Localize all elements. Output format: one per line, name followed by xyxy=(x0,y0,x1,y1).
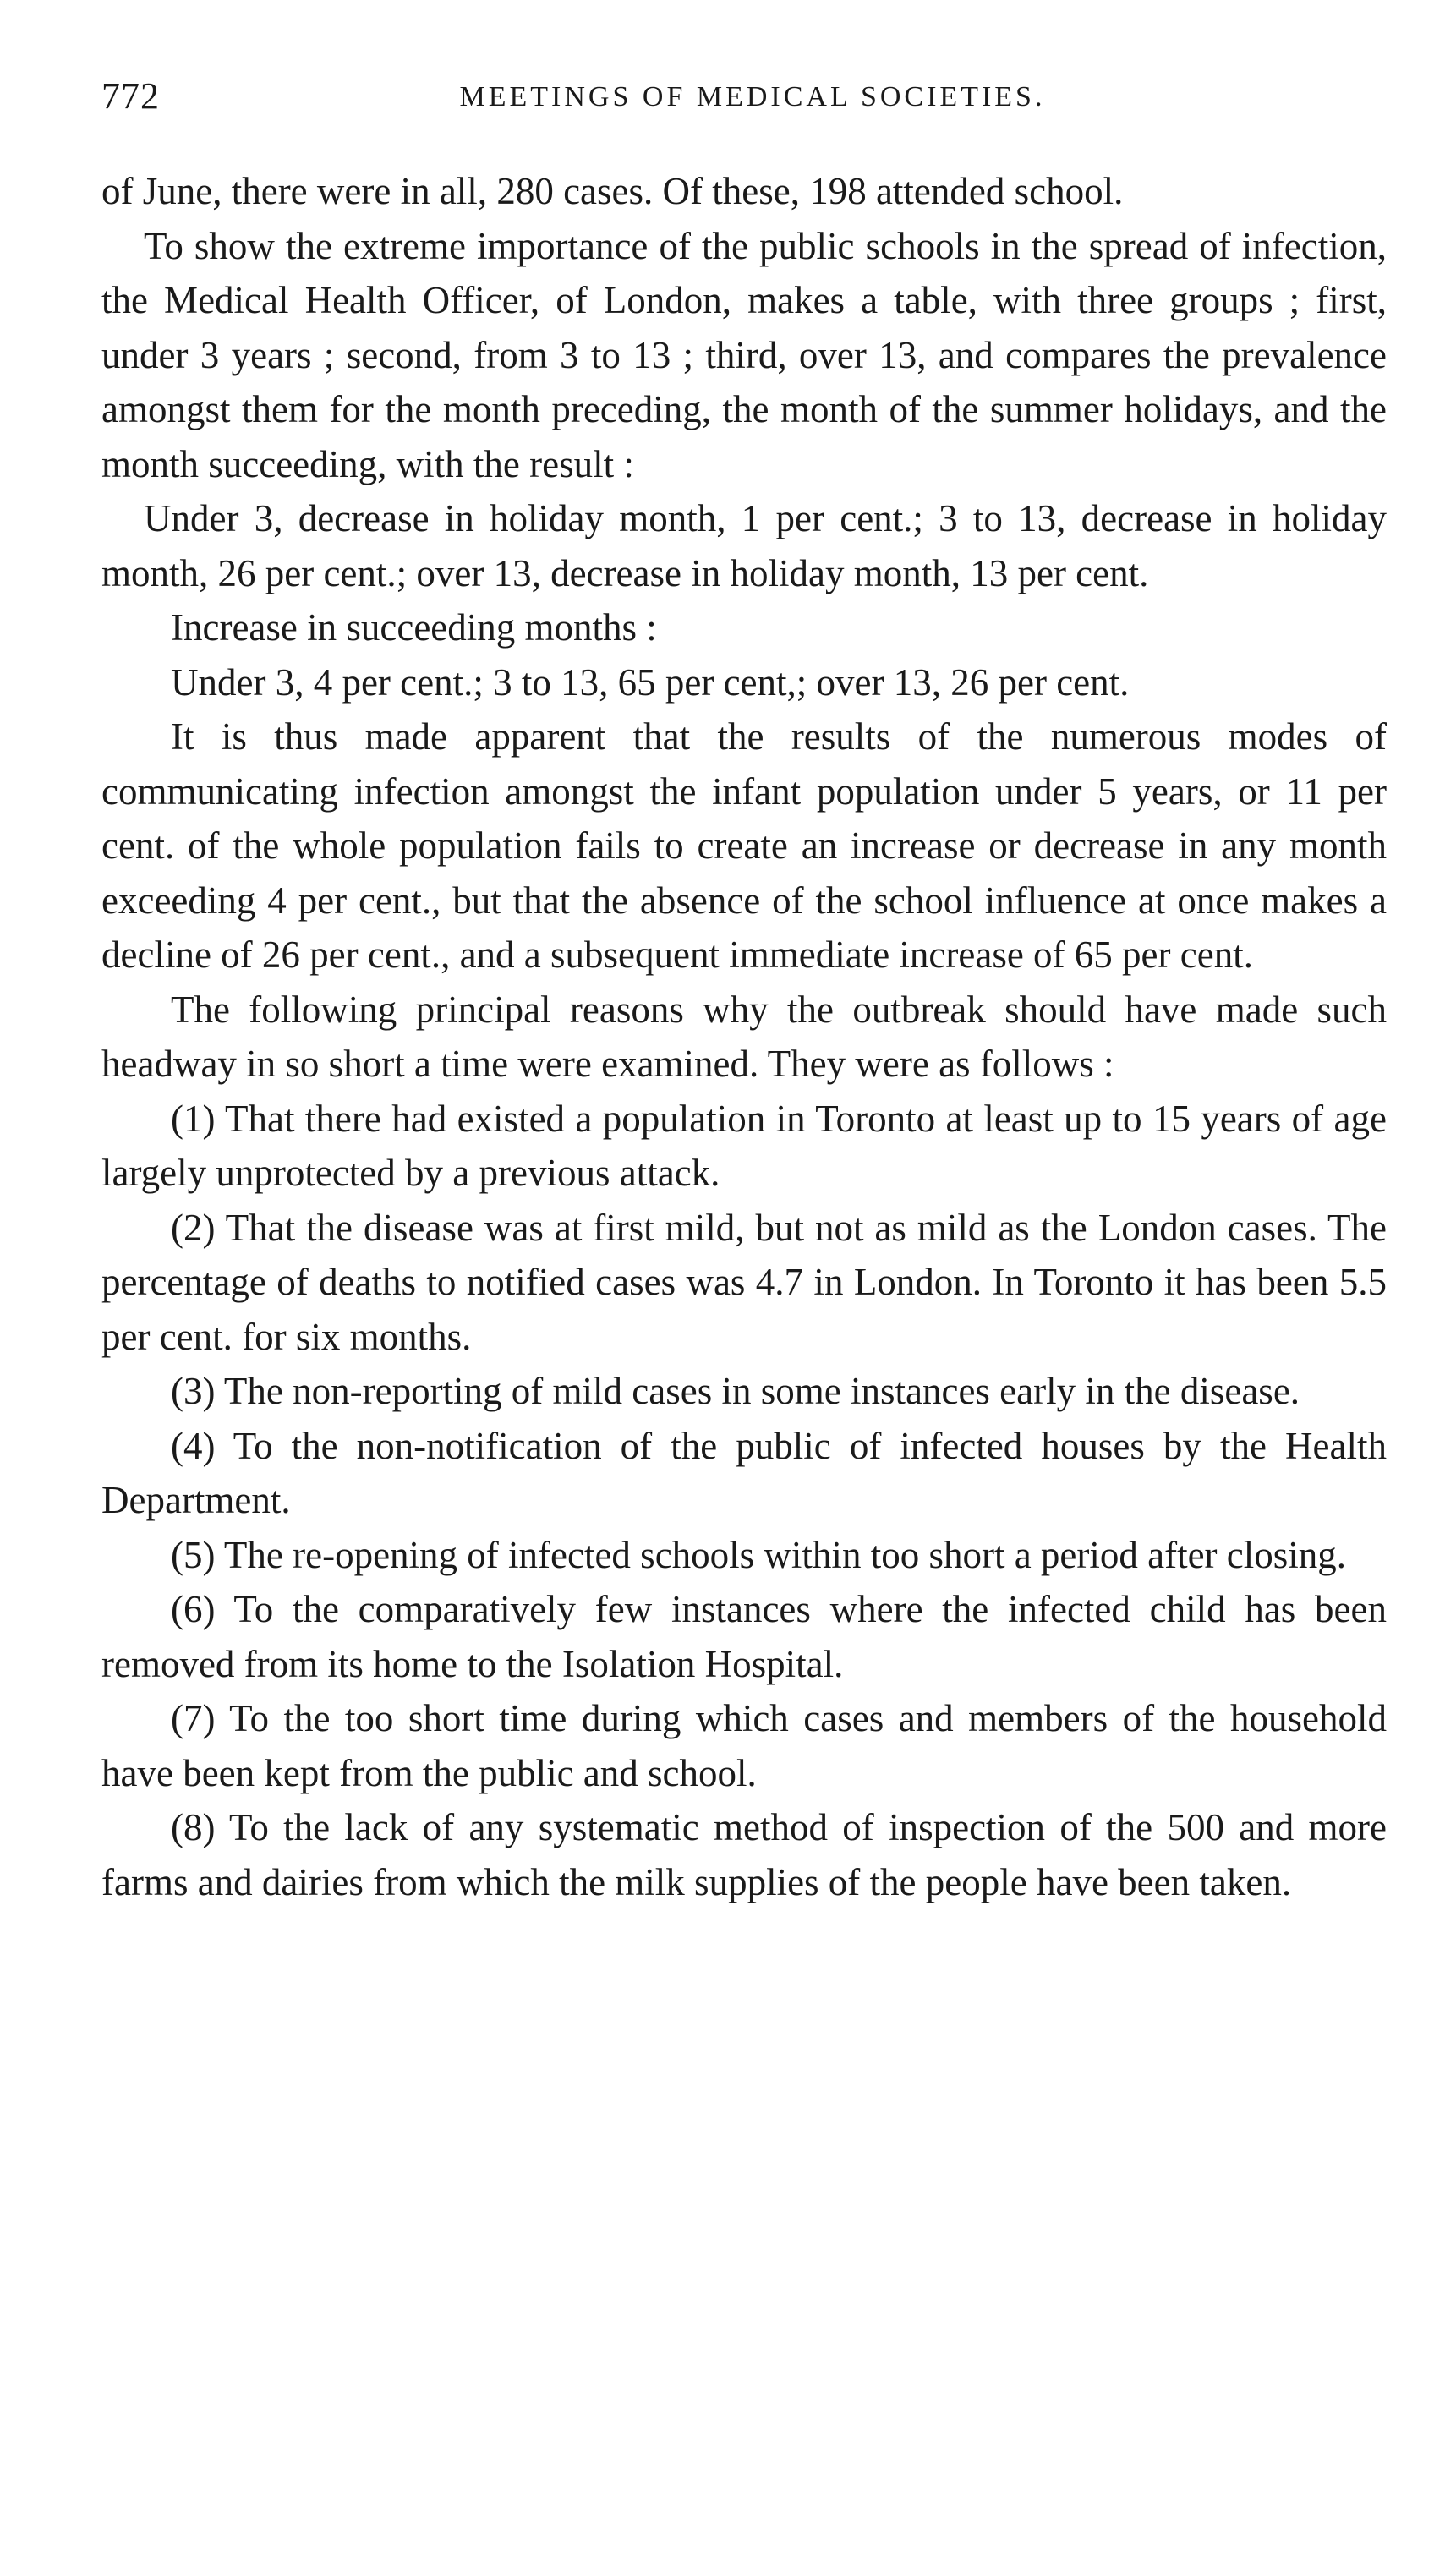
paragraph-reasons-intro: The following principal reasons why the outbreak should have made such headway in so short a time were examined. They were as follows : xyxy=(101,988,1387,1085)
body-text xyxy=(101,164,1387,1909)
paragraph-decrease-figures: Under 3, decrease in holiday month, 1 per cent.; 3 to 13, decrease in holiday month, 26 per cent.; over 13, decrease in holiday month, 13 per cent. xyxy=(101,497,1387,594)
paragraph-continuation: of June, there were in all, 280 cases. Of these, 198 attended school. xyxy=(101,170,1124,212)
page-header xyxy=(101,74,1387,134)
paragraph-increase-figures: Under 3, 4 per cent.; 3 to 13, 65 per cent,; over 13, 26 per cent. xyxy=(171,660,1130,704)
reason-7: (7) To the too short time during which cases and members of the household have been kept from the public and school. xyxy=(101,1697,1387,1794)
paragraph-school-importance: To show the extreme importance of the public schools in the spread of infection, the Medical Health Officer, of London, makes a table, with three groups ; first, under 3 years ; second, from 3 to 13 ; third, over 13, and compares the prevalence amongst them for the month preceding, the month of the summer holidays, and the month succeeding, with the result : xyxy=(101,224,1387,485)
reason-4: (4) To the non-notification of the public of infected houses by the Health Department. xyxy=(101,1424,1387,1521)
reason-2: (2) That the disease was at first mild, but not as mild as the London cases. The percentage of deaths to notified cases was 4.7 in London. In Toronto it has been 5.5 per cent. for six months. xyxy=(101,1206,1387,1358)
paragraph-conclusion: It is thus made apparent that the results of the numerous modes of communicating infection amongst the infant population under 5 years, or 11 per cent. of the whole population fails to create an increase or decrease in any month exceeding 4 per cent., but that the absence of the school influence at once makes a decline of 26 per cent., and a subsequent immediate increase of 65 per cent. xyxy=(101,715,1387,976)
paragraph-increase-heading: Increase in succeeding months : xyxy=(171,606,657,649)
reason-8: (8) To the lack of any systematic method of inspection of the 500 and more farms and dairies from which the milk supplies of the people have been taken. xyxy=(101,1806,1387,1903)
reason-6: (6) To the comparatively few instances where the infected child has been removed from its home to the Isolation Hospital. xyxy=(101,1588,1387,1685)
reason-1: (1) That there had existed a population in Toronto at least up to 15 years of age largely unprotected by a previous attack. xyxy=(101,1097,1387,1194)
running-title: MEETINGS OF MEDICAL SOCIETIES. xyxy=(459,81,1046,112)
document-page xyxy=(101,74,1387,1909)
page-number: 772 xyxy=(101,75,160,117)
reason-3: (3) The non-reporting of mild cases in some instances early in the disease. xyxy=(171,1370,1300,1412)
reason-5: (5) The re-opening of infected schools within too short a period after closing. xyxy=(171,1533,1347,1576)
